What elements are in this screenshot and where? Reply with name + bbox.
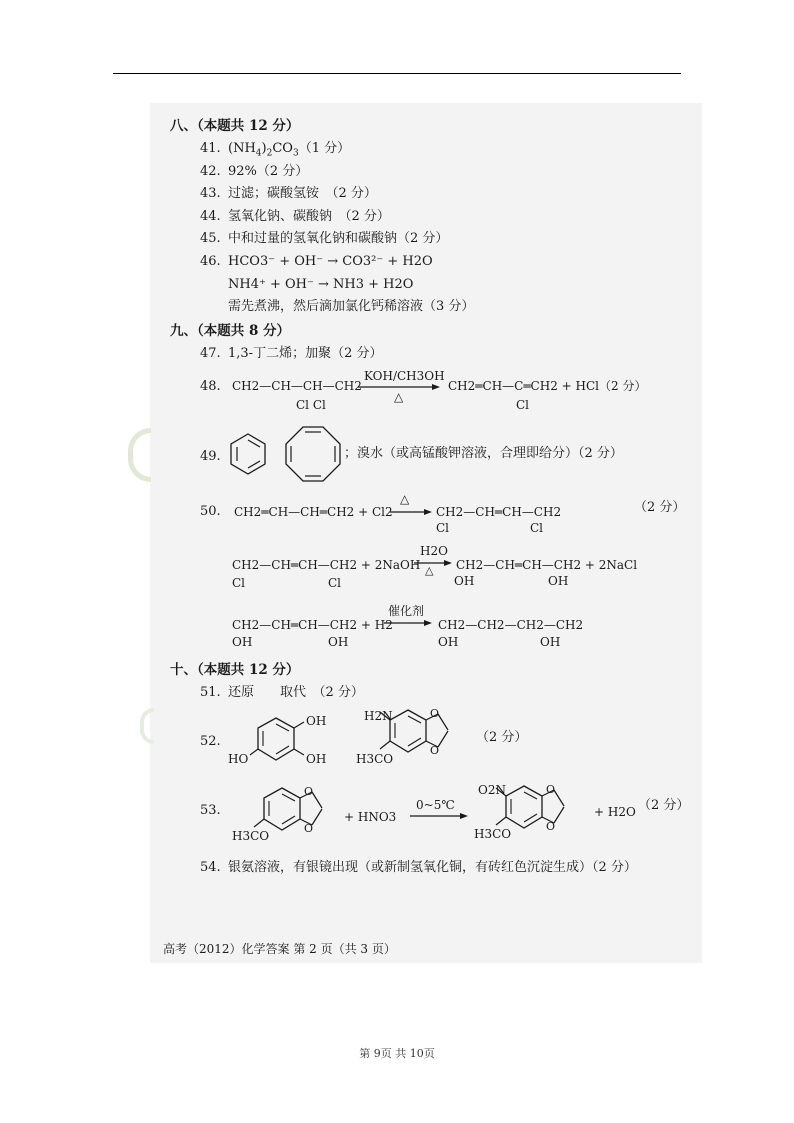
q47-answer: 1,3-丁二烯；加聚（2 分） <box>228 346 383 361</box>
q48-product: CH2═CH—C═CH2 + HCl（2 分） <box>448 379 647 393</box>
q53-hno3: + HNO3 <box>344 810 397 824</box>
q53-condition: 0~5℃ <box>416 798 455 812</box>
svg-text:O: O <box>430 707 440 720</box>
q48-condition: △ <box>394 390 404 404</box>
q52-oh-top: OH <box>306 714 327 728</box>
q44-answer: 氢氧化钠、碳酸钠 （2 分） <box>228 209 390 224</box>
q46-number: 46. <box>200 254 221 269</box>
q42-answer: 92%（2 分） <box>228 164 309 179</box>
q50-eq3-product-sub-1: OH <box>438 635 459 649</box>
q52-oh-bottom: OH <box>306 752 327 766</box>
q50-eq3-reactants: CH2—CH═CH—CH2 + H2 <box>232 618 393 632</box>
q53-score: （2 分） <box>638 798 690 813</box>
q48-product-substituent: Cl <box>516 398 530 412</box>
watermark-logo-2 <box>140 708 154 744</box>
q52-h2n: H2N <box>364 709 393 723</box>
q50-eq1-condition: △ <box>400 492 410 506</box>
q41-answer: $(NH_4)_2CO_3(1$ 分） <box>228 141 351 159</box>
q50-eq1-reactants: CH2═CH—CH═CH2 + Cl2 <box>234 505 393 519</box>
svg-text:O: O <box>430 744 440 757</box>
q50-eq2-reactant-sub-1: Cl <box>232 576 246 590</box>
q50-eq1-product: CH2—CH═CH—CH2 <box>436 505 562 519</box>
q44-number: 44. <box>200 209 221 224</box>
q48-reagent: KOH/CH3OH <box>364 369 445 383</box>
q46-equation-1: HCO3⁻ + OH⁻ → CO3²⁻ + H2O <box>228 254 433 269</box>
q52-number: 52. <box>200 734 221 749</box>
q52-score: （2 分） <box>476 730 528 745</box>
q50-eq1-product-sub-1: Cl <box>436 521 450 535</box>
q53-h3co-product: H3CO <box>474 827 512 841</box>
q50-eq2-condition: △ <box>425 564 434 577</box>
q43-answer: 过滤；碳酸氢铵 （2 分） <box>228 186 377 201</box>
q50-score: （2 分） <box>634 500 686 515</box>
q50-eq3-reactant-sub-1: OH <box>232 635 253 649</box>
methylenedioxy-aniline-structure <box>384 704 484 766</box>
q53-arrow <box>410 815 468 819</box>
q48-reactant-substituents: Cl Cl <box>296 398 326 412</box>
q50-eq2-reactants: CH2—CH═CH—CH2 + 2NaOH <box>232 558 421 572</box>
q50-eq2-reactant-sub-2: Cl <box>328 576 342 590</box>
q42-number: 42. <box>200 164 221 179</box>
q50-eq1-product-sub-2: Cl <box>530 521 544 535</box>
q53-water: + H2O <box>594 805 636 819</box>
svg-text:O: O <box>304 785 314 798</box>
q50-eq3-product: CH2—CH2—CH2—CH2 <box>438 618 584 632</box>
q45-answer: 中和过量的氢氧化钠和碳酸钠（2 分） <box>228 231 449 246</box>
q45-number: 45. <box>200 231 221 246</box>
section-10-heading: 十、（本题共 12 分） <box>170 662 300 678</box>
q47-number: 47. <box>200 346 221 361</box>
q50-eq2-product-sub-2: OH <box>548 574 569 588</box>
q53-h3co-reactant: H3CO <box>232 829 270 843</box>
q54-number: 54. <box>200 860 221 875</box>
benzene-structure <box>228 432 268 476</box>
q50-eq2-products: CH2—CH═CH—CH2 + 2NaCl <box>456 558 638 572</box>
watermark-logo <box>128 428 151 482</box>
q50-eq3-product-sub-2: OH <box>540 635 561 649</box>
cyclooctatetraene-structure <box>284 425 342 483</box>
svg-text:O: O <box>546 783 556 796</box>
methylenedioxy-anisole-structure <box>258 782 358 844</box>
q52-h3co: H3CO <box>356 752 394 766</box>
header-rule <box>113 73 681 74</box>
q54-answer: 银氨溶液，有银镜出现（或新制氢氧化铜，有砖红色沉淀生成）（2 分） <box>228 860 637 875</box>
nitro-methylenedioxy-anisole-structure <box>500 780 600 842</box>
q49-answer: ；溴水（或高锰酸钾溶液，合理即给分）（2 分） <box>344 446 623 461</box>
q52-ho: HO <box>228 752 249 766</box>
q50-number: 50. <box>200 504 221 519</box>
q50-eq3-arrow <box>384 622 432 626</box>
q48-number: 48. <box>200 379 221 394</box>
page-number: 第 9页 共 10页 <box>359 1047 435 1060</box>
q46-equation-2: NH4⁺ + OH⁻ → NH3 + H2O <box>228 277 414 292</box>
q43-number: 43. <box>200 186 221 201</box>
section-9-heading: 九、（本题共 8 分） <box>170 323 291 339</box>
section-8-heading: 八、（本题共 12 分） <box>170 118 300 134</box>
hydroxyhydroquinone-structure <box>248 712 308 772</box>
q53-o2n: O2N <box>478 783 506 797</box>
q50-eq3-condition: 催化剂 <box>388 604 425 618</box>
q49-number: 49. <box>200 449 221 464</box>
q51-number: 51. <box>200 685 221 700</box>
q50-eq2-reagent: H2O <box>420 544 448 558</box>
q48-reactant: CH2—CH—CH—CH2 <box>232 379 362 393</box>
svg-text:O: O <box>304 822 314 835</box>
q41-number: 41. <box>200 141 221 156</box>
scan-footer: 高考（2012）化学答案 第 2 页（共 3 页） <box>163 942 396 956</box>
q50-eq3-reactant-sub-2: OH <box>328 635 349 649</box>
q50-eq2-product-sub-1: OH <box>454 574 475 588</box>
q53-number: 53. <box>200 803 221 818</box>
q50-eq1-arrow <box>390 511 432 515</box>
svg-text:O: O <box>546 820 556 833</box>
q46-note: 需先煮沸，然后滴加氯化钙稀溶液（3 分） <box>228 299 475 314</box>
q51-answer: 还原 取代 （2 分） <box>228 685 364 700</box>
